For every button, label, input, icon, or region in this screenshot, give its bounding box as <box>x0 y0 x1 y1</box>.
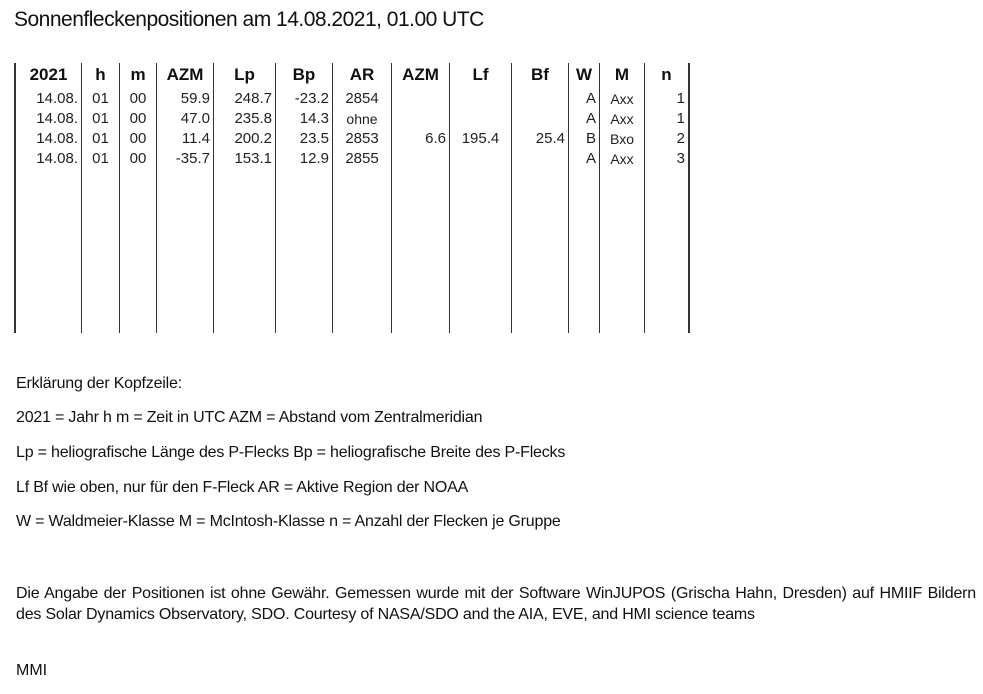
legend-line: Lp = heliografische Länge des P-Flecks Bp = heliografische Breite des P-Flecks <box>16 444 566 461</box>
cell-azm-p: 11.4 <box>181 130 210 147</box>
cell-mcintosh: Axx <box>610 151 634 167</box>
cell-date: 14.08. <box>36 150 78 167</box>
header-ar: AR <box>349 65 375 84</box>
cell-waldmeier: B <box>585 130 596 147</box>
cell-azm-f: 6.6 <box>425 130 446 147</box>
cell-date: 14.08. <box>36 110 78 127</box>
cell-mcintosh: Axx <box>610 91 634 107</box>
table-divider <box>391 63 392 333</box>
cell-minute: 00 <box>129 90 147 107</box>
header-azm-f: AZM <box>402 65 439 84</box>
cell-lp: 153.1 <box>234 150 272 167</box>
header-lp: Lp <box>234 65 255 84</box>
header-mcintosh: M <box>614 65 630 84</box>
cell-count: 1 <box>676 90 685 107</box>
header-lf: Lf <box>472 65 489 84</box>
cell-minute: 00 <box>129 110 147 127</box>
cell-hour: 01 <box>92 150 109 167</box>
header-azm-p: AZM <box>166 65 204 84</box>
cell-mcintosh: Axx <box>610 111 634 127</box>
cell-lp: 248.7 <box>234 90 272 107</box>
cell-date: 14.08. <box>36 130 78 147</box>
cell-hour: 01 <box>92 130 109 147</box>
cell-hour: 01 <box>92 90 109 107</box>
legend-heading: Erklärung der Kopfzeile: <box>16 375 182 392</box>
cell-hour: 01 <box>92 110 109 127</box>
cell-bp: 12.9 <box>299 150 329 167</box>
legend-line: Lf Bf wie oben, nur für den F-Fleck AR = Aktive Region der NOAA <box>16 479 469 496</box>
cell-bp: -23.2 <box>294 90 329 107</box>
header-minute: m <box>130 65 146 84</box>
cell-count: 1 <box>676 110 685 127</box>
header-hour: h <box>95 65 106 84</box>
cell-waldmeier: A <box>585 90 596 107</box>
cell-azm-p: 47.0 <box>180 110 210 127</box>
header-waldmeier: W <box>575 65 593 84</box>
cell-count: 2 <box>676 130 685 147</box>
cell-mcintosh: Bxo <box>609 131 635 147</box>
cell-waldmeier: A <box>585 110 596 127</box>
cell-ar: ohne <box>346 111 378 127</box>
cell-waldmeier: A <box>585 150 596 167</box>
disclaimer-text: Die Angabe der Positionen ist ohne Gewähr. Gemessen wurde mit der Software WinJUPOS (Grischa Hahn, Dresden) auf HMIIF Bildern des Solar Dynamics Observatory, SDO. Courtesy of NASA/SDO and the AIA, EVE, and HMI science teams <box>16 585 976 623</box>
cell-bp: 14.3 <box>299 110 329 127</box>
cell-date: 14.08. <box>36 90 78 107</box>
author-signature: MMI <box>16 662 48 679</box>
cell-minute: 00 <box>129 150 147 167</box>
cell-azm-p: -35.7 <box>175 150 210 167</box>
cell-minute: 00 <box>129 130 147 147</box>
page-title: Sonnenfleckenpositionen am 14.08.2021, 01.00 UTC <box>14 8 484 31</box>
cell-lp: 235.8 <box>234 110 272 127</box>
cell-ar: 2854 <box>345 90 379 107</box>
cell-bp: 23.5 <box>299 130 329 147</box>
table-divider <box>688 63 690 333</box>
header-year: 2021 <box>29 65 68 84</box>
legend-line: 2021 = Jahr h m = Zeit in UTC AZM = Abstand vom Zentralmeridian <box>16 409 483 426</box>
cell-bf: 25.4 <box>535 130 565 147</box>
cell-azm-p: 59.9 <box>180 90 210 107</box>
header-bp: Bp <box>292 65 316 84</box>
cell-ar: 2855 <box>345 150 379 167</box>
cell-ar: 2853 <box>345 130 379 147</box>
cell-lp: 200.2 <box>234 130 272 147</box>
header-count: n <box>661 65 672 84</box>
cell-lf: 195.4 <box>461 130 500 147</box>
table-divider <box>511 63 512 333</box>
legend-line: W = Waldmeier-Klasse M = McIntosh-Klasse n = Anzahl der Flecken je Gruppe <box>16 513 561 530</box>
table-divider <box>449 63 450 333</box>
cell-count: 3 <box>676 150 685 167</box>
header-bf: Bf <box>531 65 549 84</box>
